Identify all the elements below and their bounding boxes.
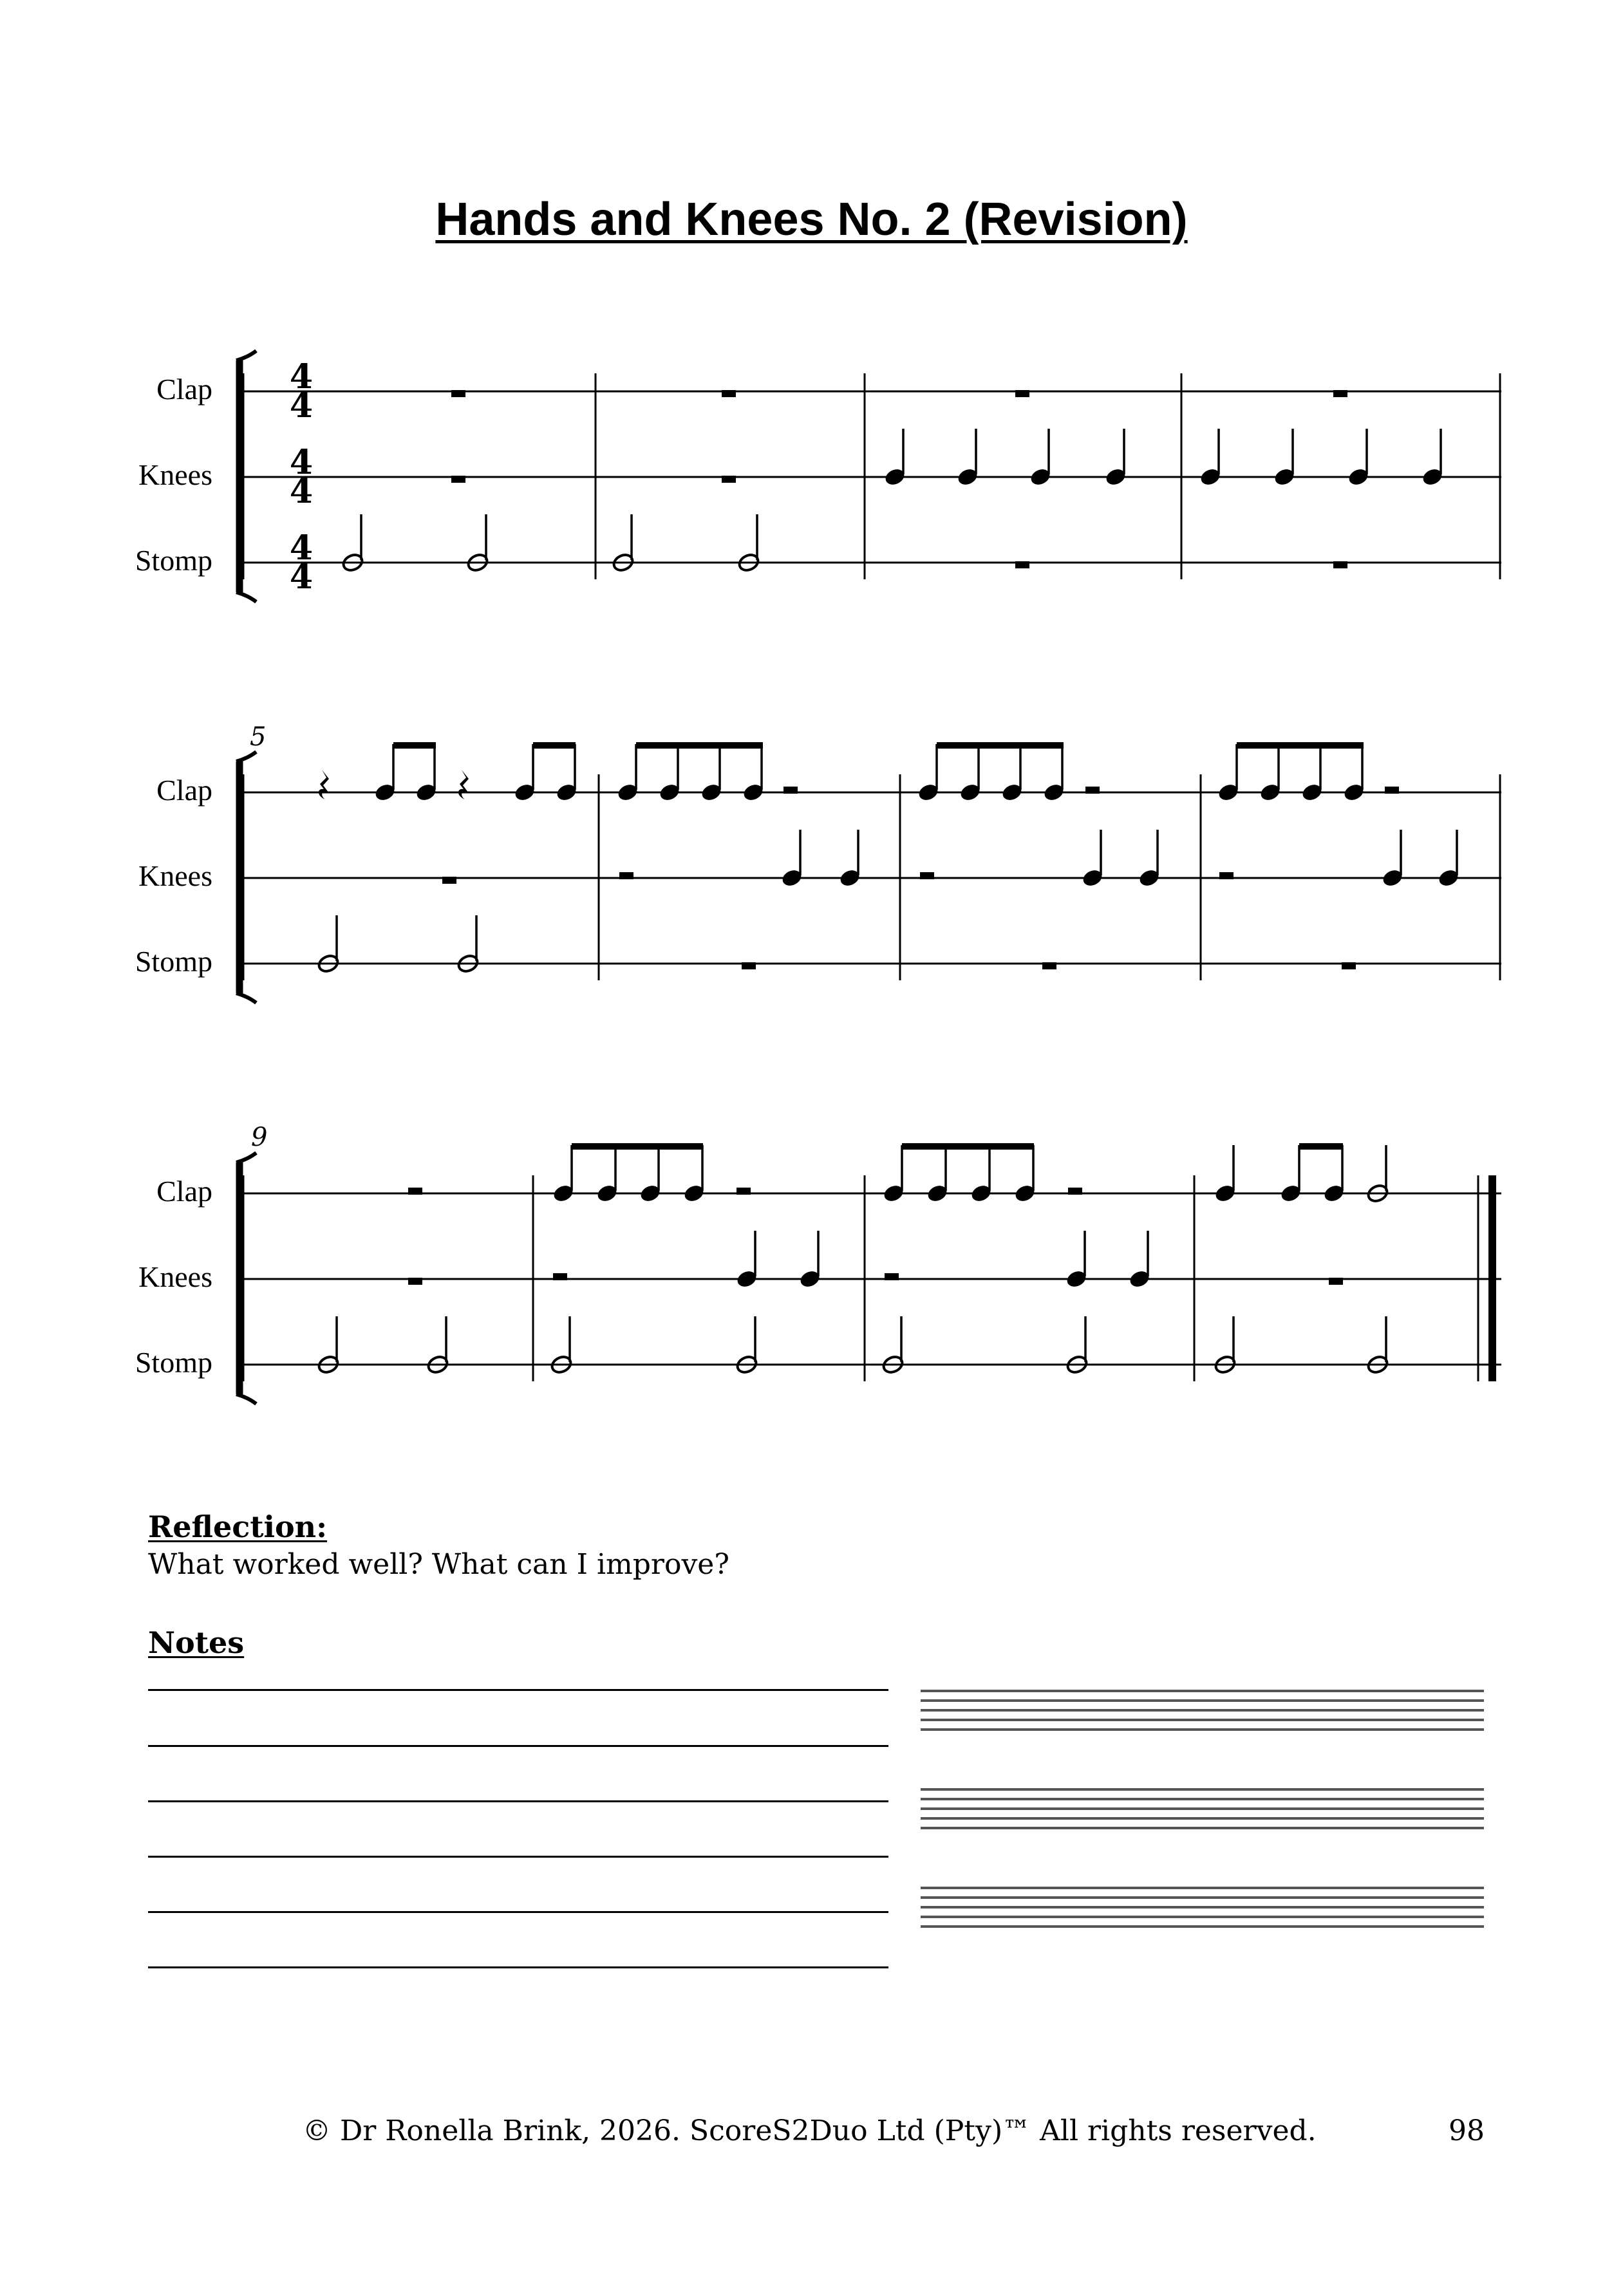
page-title: Hands and Knees No. 2 (Revision) bbox=[435, 194, 1188, 245]
part-label: Knees bbox=[138, 1260, 212, 1293]
svg-text:4: 4 bbox=[289, 528, 314, 568]
writing-line[interactable] bbox=[148, 1856, 888, 1858]
svg-text:4: 4 bbox=[289, 357, 314, 397]
svg-text:4: 4 bbox=[289, 443, 314, 482]
part-label: Clap bbox=[156, 774, 212, 807]
writing-line[interactable] bbox=[148, 1911, 888, 1913]
time-signature bbox=[290, 357, 313, 597]
blank-staves[interactable] bbox=[921, 1683, 1487, 1954]
part-label: Stomp bbox=[135, 945, 212, 978]
writing-line[interactable] bbox=[148, 1800, 888, 1802]
writing-line[interactable] bbox=[148, 1966, 888, 1968]
reflection-question: What worked well? What can I improve? bbox=[148, 1548, 729, 1581]
svg-text:4: 4 bbox=[289, 557, 314, 597]
measure-number: 5 bbox=[250, 722, 267, 752]
part-label: Knees bbox=[138, 458, 212, 491]
system-1 bbox=[135, 351, 1501, 602]
measure-number: 9 bbox=[251, 1123, 268, 1152]
reflection-heading: Reflection: bbox=[148, 1509, 328, 1544]
part-label: Stomp bbox=[135, 1346, 212, 1379]
part-label: Stomp bbox=[135, 544, 212, 577]
writing-line[interactable] bbox=[148, 1745, 888, 1747]
part-label: Knees bbox=[138, 859, 212, 892]
notes-heading: Notes bbox=[148, 1625, 245, 1660]
writing-line[interactable] bbox=[148, 1689, 888, 1691]
page-number: 98 bbox=[1449, 2114, 1485, 2147]
svg-text:4: 4 bbox=[289, 386, 314, 425]
system-3 bbox=[135, 1123, 1501, 1404]
system-2 bbox=[135, 722, 1501, 1003]
part-label: Clap bbox=[156, 373, 212, 406]
svg-text:4: 4 bbox=[289, 472, 314, 511]
copyright-footer: © Dr Ronella Brink, 2026. ScoreS2Duo Ltd (Pty)™ All rights reserved. bbox=[303, 2114, 1317, 2147]
part-label: Clap bbox=[156, 1175, 212, 1208]
